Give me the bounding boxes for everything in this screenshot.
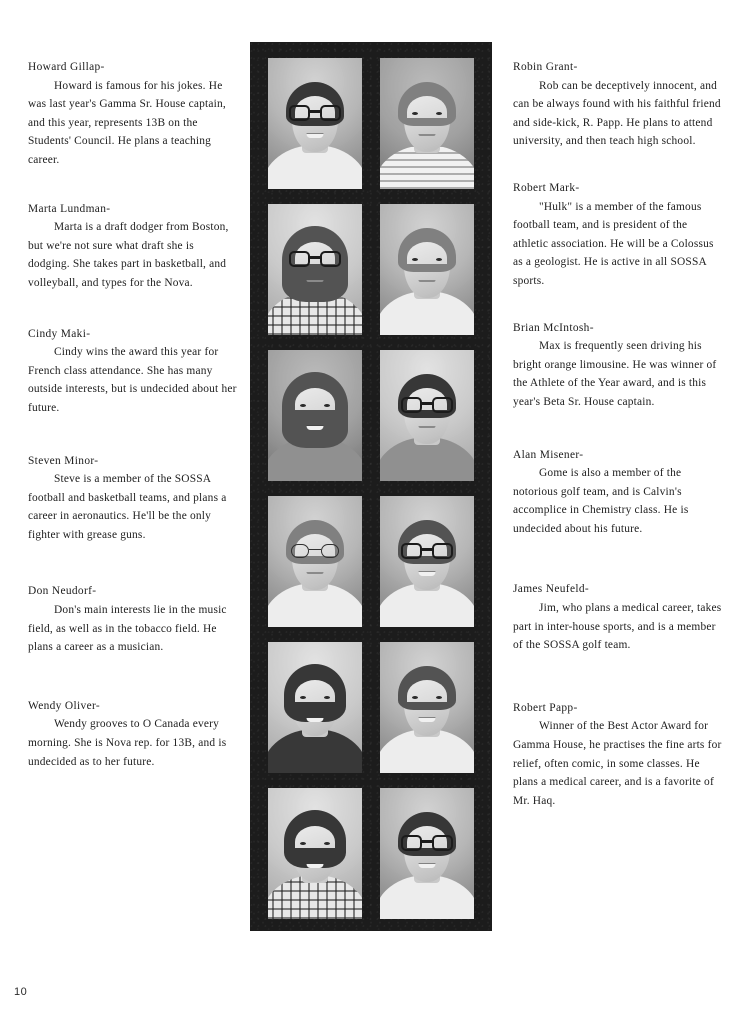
eye-shape (412, 258, 418, 261)
student-name: Robert Papp- (513, 701, 578, 714)
student-blurb: Cindy wins the award this year for French class attendance. She has many outside interests, but is undecided about her future. (28, 346, 237, 414)
mouth-shape (419, 718, 436, 722)
portrait-alan-misener (380, 496, 474, 627)
eye-shape (324, 842, 330, 845)
student-name: Cindy Maki- (28, 327, 91, 340)
eyeglasses-icon (401, 397, 453, 414)
mouth-shape (307, 864, 324, 868)
portrait-robin-grant (380, 58, 474, 189)
mouth-shape (307, 280, 324, 282)
portrait-robert-mark (380, 204, 474, 335)
portrait-row (268, 642, 474, 773)
portrait-row (268, 204, 474, 335)
portrait-photo-panel (250, 42, 492, 931)
student-blurb: "Hulk" is a member of the famous football team, and is president of the athletic association. He will be a Colossus as a geologist. He is active in all SOSSA sports. (513, 200, 714, 287)
student-blurb: Max is frequently seen driving his bright orange limousine. He was winner of the Athlete of the Year award, and is this year's Beta Sr. House captain. (513, 340, 717, 408)
student-name: Alan Misener- (513, 448, 584, 461)
eyeglasses-icon (291, 544, 339, 559)
eye-shape (300, 842, 306, 845)
portrait-steven-minor (268, 496, 362, 627)
mouth-shape (307, 134, 324, 138)
eye-shape (412, 112, 418, 115)
student-blurb: Steve is a member of the SOSSA football and basketball teams, and plans a career in aeronautics. He'll be the only fighter with grease guns. (28, 473, 227, 541)
student-name: Wendy Oliver- (28, 699, 101, 712)
mouth-shape (419, 572, 436, 576)
eye-shape (436, 258, 442, 261)
portrait-wendy-oliver (268, 788, 362, 919)
mouth-shape (307, 718, 324, 722)
student-blurb: Winner of the Best Actor Award for Gamma House, he practises the fine arts for relief, often comic, in some classes. He plans a medical career, and is a favorite of Mr. Haq. (513, 720, 722, 807)
portrait-row (268, 496, 474, 627)
student-blurb: Gome is also a member of the notorious golf team, and is Calvin's accomplice in Chemistry class. He is undecided about his future. (513, 467, 689, 535)
portrait-brian-mcintosh (380, 350, 474, 481)
student-name: James Neufeld- (513, 583, 590, 596)
eye-shape (324, 696, 330, 699)
student-entry (28, 58, 238, 170)
eye-shape (324, 404, 330, 407)
portrait-figure (268, 350, 362, 481)
portrait-figure (380, 350, 474, 481)
right-text-column (513, 58, 723, 838)
portrait-figure (268, 788, 362, 919)
student-blurb: Rob can be deceptively innocent, and can be always found with his faithful friend and side-kick, R. Papp. He plans to attend university, and then teach high school. (513, 79, 721, 148)
student-entry (28, 582, 238, 656)
student-entry (513, 179, 723, 291)
student-entry (28, 325, 238, 418)
student-entry (28, 452, 238, 545)
portrait-figure (268, 58, 362, 189)
portrait-robert-papp (380, 788, 474, 919)
portrait-row (268, 58, 474, 189)
portrait-row (268, 788, 474, 919)
student-entry (513, 58, 723, 151)
student-name: Steven Minor- (28, 454, 99, 467)
eye-shape (436, 696, 442, 699)
student-name: Robin Grant- (513, 61, 578, 73)
portrait-howard-gillap (268, 58, 362, 189)
portrait-figure (268, 642, 362, 773)
portrait-cindy-maki (268, 350, 362, 481)
student-entry (28, 200, 238, 293)
mouth-shape (307, 426, 324, 430)
eye-shape (300, 696, 306, 699)
portrait-row (268, 350, 474, 481)
page-number: 10 (14, 986, 28, 998)
student-entry (513, 580, 723, 654)
mouth-shape (419, 134, 436, 136)
mouth-shape (419, 426, 436, 428)
student-name: Brian McIntosh- (513, 321, 594, 334)
student-blurb: Marta is a draft dodger from Boston, but we're not sure what draft she is dodging. She takes part in basketball, and volleyball, and types for the Nova. (28, 221, 229, 289)
eyeglasses-icon (401, 543, 453, 560)
student-blurb: Don's main interests lie in the music field, as well as in the tobacco field. He plans a career as a musician. (28, 604, 227, 654)
eyeglasses-icon (401, 835, 453, 852)
hair-shape (282, 372, 348, 448)
portrait-figure (268, 496, 362, 627)
student-name: Robert Mark- (513, 181, 580, 194)
student-blurb: Jim, who plans a medical career, takes part in inter-house sports, and is a member of the SOSSA golf team. (513, 602, 722, 652)
student-name: Howard Gillap- (28, 61, 105, 73)
student-entry (513, 446, 723, 539)
eye-shape (412, 696, 418, 699)
student-entry (513, 319, 723, 412)
student-blurb: Wendy grooves to O Canada every morning. She is Nova rep. for 13B, and is undecided as to her future. (28, 718, 227, 768)
portrait-figure (380, 204, 474, 335)
portrait-don-neudorf (268, 642, 362, 773)
mouth-shape (419, 864, 436, 868)
left-text-column (28, 58, 238, 799)
eyeglasses-icon (289, 251, 341, 268)
eyeglasses-icon (289, 105, 341, 122)
portrait-james-neufeld (380, 642, 474, 773)
student-entry (513, 699, 723, 811)
student-entry (28, 697, 238, 771)
mouth-shape (307, 572, 324, 574)
student-name: Marta Lundman- (28, 202, 111, 215)
portrait-marta-lundman (268, 204, 362, 335)
portrait-figure (380, 642, 474, 773)
mouth-shape (419, 280, 436, 282)
student-blurb: Howard is famous for his jokes. He was last year's Gamma Sr. House captain, and this year, represents 13B on the Students' Council. He plans a teaching career. (28, 79, 226, 166)
portrait-figure (268, 204, 362, 335)
eye-shape (436, 112, 442, 115)
portrait-figure (380, 496, 474, 627)
eye-shape (300, 404, 306, 407)
portrait-figure (380, 58, 474, 189)
student-name: Don Neudorf- (28, 585, 97, 598)
portrait-figure (380, 788, 474, 919)
